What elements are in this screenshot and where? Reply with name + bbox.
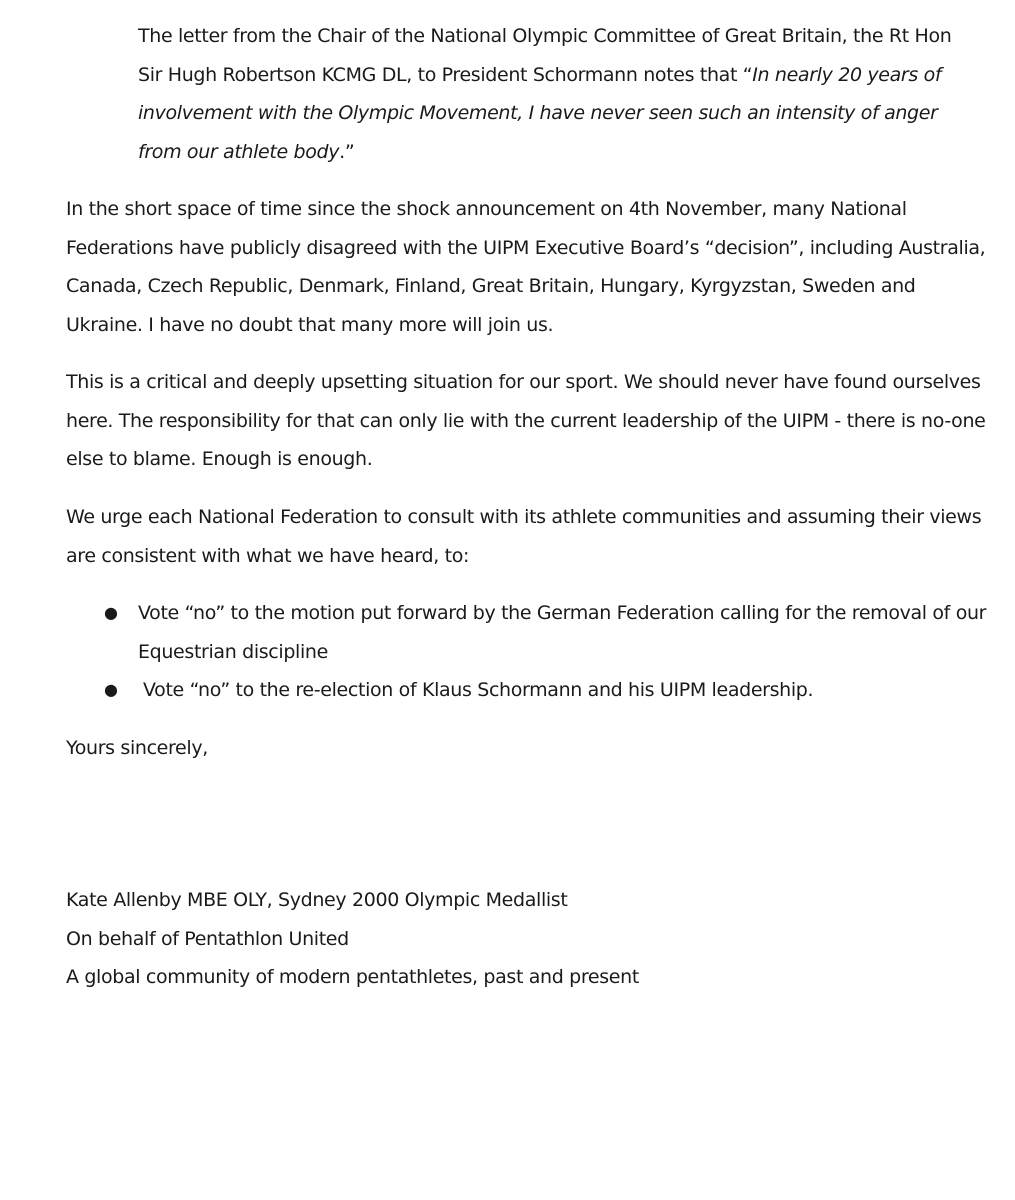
quote-intro-text: The letter from the Chair of the National Olympic Committee of Great Britain, the Rt Hon Sir Hugh Robertson KCMG DL, to President Schormann notes that “ [138,25,952,86]
vote-bullet-list [66,594,991,710]
urge-paragraph: We urge each National Federation to consult with its athlete communities and assuming their views are consistent with what we have heard, to: [66,506,982,567]
bullet-icon: ● [104,680,118,699]
organization-description: A global community of modern pentathletes, past and present [66,966,639,988]
quoted-letter-paragraph [138,17,978,171]
bullet-text: Vote “no” to the re-election of Klaus Schormann and his UIPM leadership. [143,679,814,701]
list-item [66,671,991,710]
list-item [66,594,991,671]
signature-block [66,881,866,997]
federations-paragraph: In the short space of time since the shock announcement on 4th November, many National Federations have publicly disagreed with the UIPM Executive Board’s “decision”, including Australia, Canada, Czech Republic, Denmark, Finland, Great Britain, Hungary, Kyrgyzstan, Sweden and Ukraine. I have no doubt that many more will join us. [66,198,986,336]
bullet-text: Vote “no” to the motion put forward by the German Federation calling for the removal of our Equestrian discipline [138,602,987,663]
critical-situation-paragraph: This is a critical and deeply upsetting situation for our sport. We should never have found ourselves here. The responsibility for that can only lie with the current leadership of the UIPM - there is no-one else to blame. Enough is enough. [66,371,986,470]
quote-outro-text: .” [339,140,355,163]
on-behalf-line: On behalf of Pentathlon United [66,927,349,950]
bullet-icon: ● [104,603,118,622]
quote-italic-text: In nearly 20 years of involvement with the Olympic Movement, I have never seen such an intensity of anger from our athlete body [138,63,942,163]
closing-salutation: Yours sincerely, [66,737,208,759]
signatory-name: Kate Allenby MBE OLY, Sydney 2000 Olympic Medallist [66,889,568,911]
